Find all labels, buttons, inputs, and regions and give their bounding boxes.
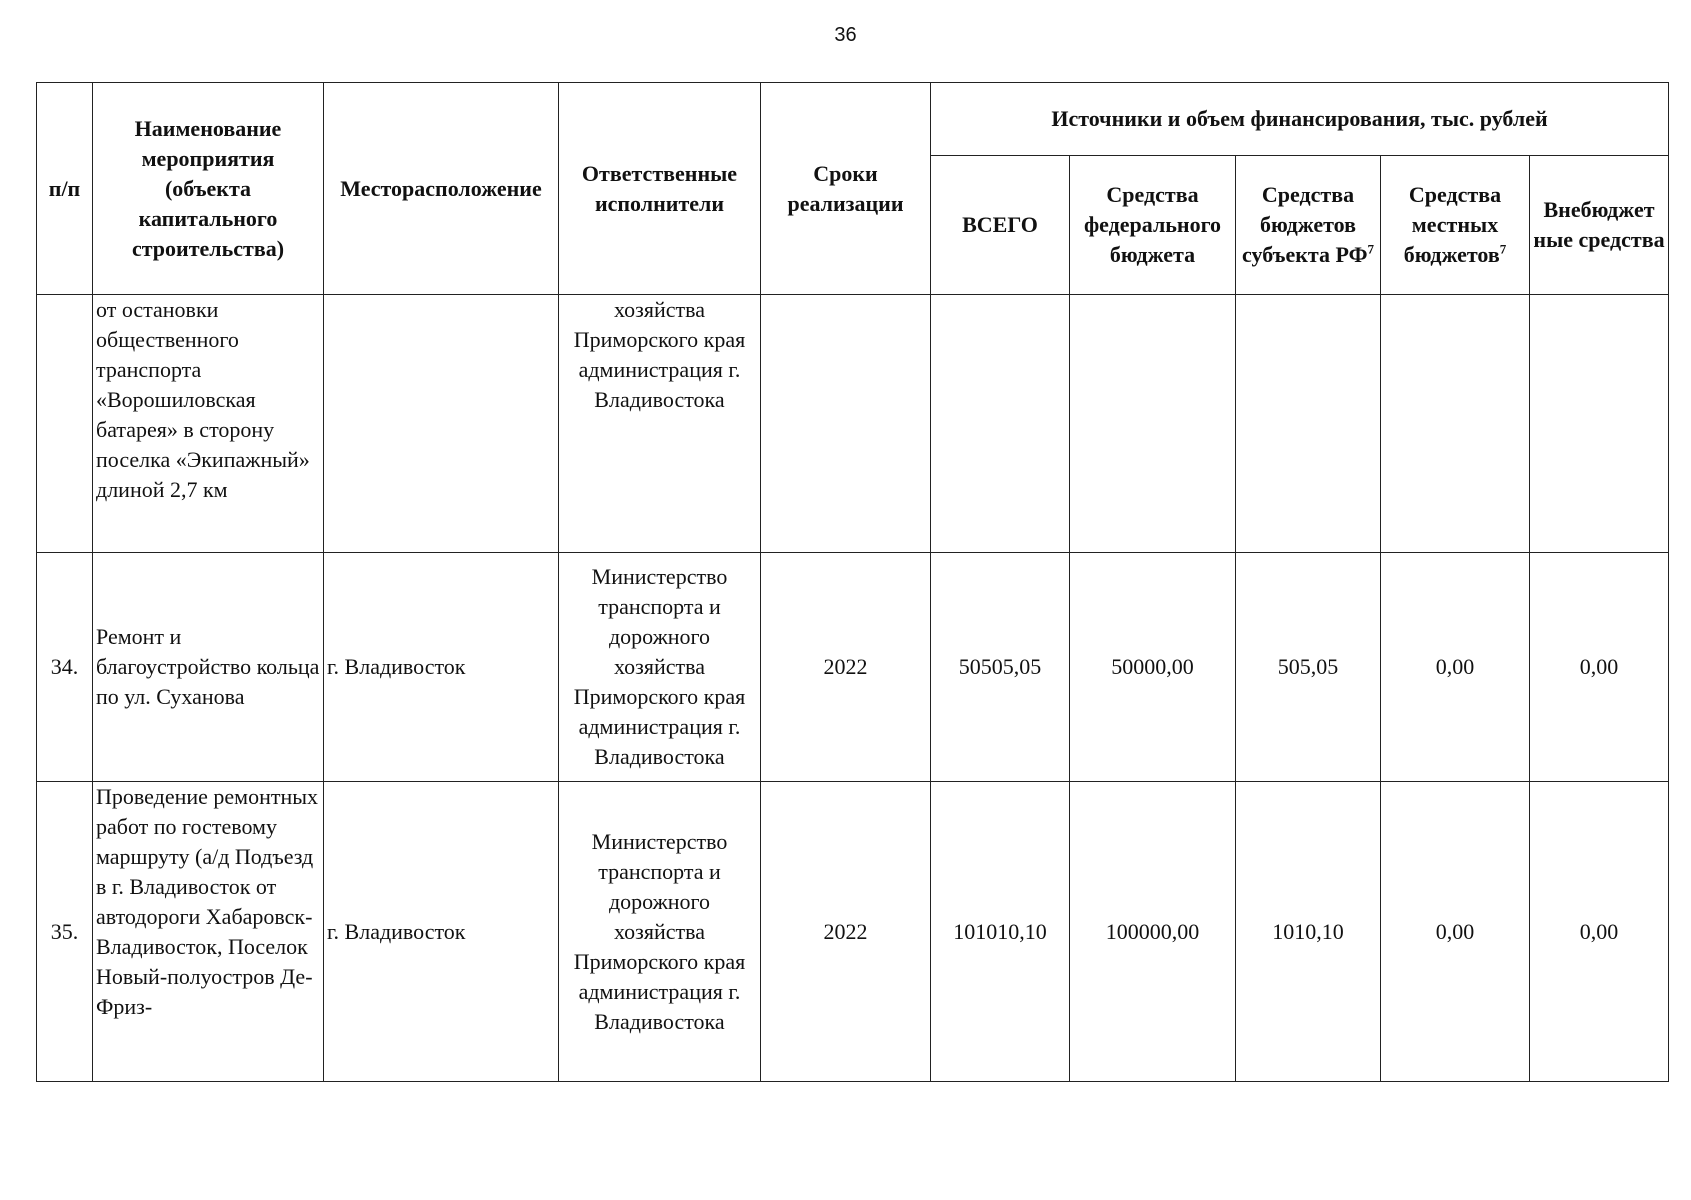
cell-responsible: Министерство транспорта и дорожного хозяйства Приморского края администрация г. Владивостока (559, 553, 761, 782)
header-terms: Сроки реализации (761, 83, 931, 295)
header-federal: Средства федерального бюджета (1070, 156, 1236, 295)
header-subject-label: Средства бюджетов субъекта РФ (1242, 182, 1368, 267)
cell-terms (761, 295, 931, 553)
cell-location: г. Владивосток (324, 782, 559, 1082)
cell-npp (37, 295, 93, 553)
cell-location (324, 295, 559, 553)
cell-responsible: хозяйства Приморского края администрация г. Владивостока (559, 295, 761, 553)
cell-location: г. Владивосток (324, 553, 559, 782)
header-extra: Внебюджет ные средства (1530, 156, 1669, 295)
header-local-footnote: 7 (1499, 241, 1507, 257)
cell-name: Ремонт и благоустройство кольца по ул. Суханова (93, 553, 324, 782)
cell-local: 0,00 (1381, 553, 1530, 782)
cell-extra: 0,00 (1530, 782, 1669, 1082)
header-name: Наименование мероприятия (объекта капитального строительства) (93, 83, 324, 295)
cell-extra (1530, 295, 1669, 553)
header-location: Месторасположение (324, 83, 559, 295)
cell-terms: 2022 (761, 553, 931, 782)
table-row (37, 553, 1669, 782)
cell-federal (1070, 295, 1236, 553)
cell-subject: 1010,10 (1236, 782, 1381, 1082)
header-funding-group: Источники и объем финансирования, тыс. рублей (931, 83, 1669, 156)
table-row (37, 782, 1669, 1082)
cell-npp: 34. (37, 553, 93, 782)
cell-local: 0,00 (1381, 782, 1530, 1082)
header-npp: п/п (37, 83, 93, 295)
header-responsible: Ответственные исполнители (559, 83, 761, 295)
header-row-top (37, 83, 1669, 156)
cell-subject: 505,05 (1236, 553, 1381, 782)
program-table (36, 82, 1669, 1082)
page-number: 36 (834, 24, 857, 46)
cell-subject (1236, 295, 1381, 553)
header-local-label: Средства местных бюджетов (1403, 182, 1502, 267)
cell-terms: 2022 (761, 782, 931, 1082)
cell-total (931, 295, 1070, 553)
cell-total: 101010,10 (931, 782, 1070, 1082)
cell-npp: 35. (37, 782, 93, 1082)
header-local (1381, 156, 1530, 295)
header-subject-footnote: 7 (1367, 241, 1374, 257)
cell-responsible: Министерство транспорта и дорожного хозяйства Приморского края администрация г. Владивостока (559, 782, 761, 1082)
cell-extra: 0,00 (1530, 553, 1669, 782)
header-subject (1236, 156, 1381, 295)
cell-name: Проведение ремонтных работ по гостевому маршруту (а/д Подъезд в г. Владивосток от автодороги Хабаровск-Владивосток, Поселок Новый-полуостров Де-Фриз- (93, 782, 324, 1082)
cell-total: 50505,05 (931, 553, 1070, 782)
cell-federal: 100000,00 (1070, 782, 1236, 1082)
cell-name: от остановки общественного транспорта «Ворошиловская батарея» в сторону поселка «Экипажный» длиной 2,7 км (93, 295, 324, 553)
cell-local (1381, 295, 1530, 553)
header-total: ВСЕГО (931, 156, 1070, 295)
table-row (37, 295, 1669, 553)
cell-federal: 50000,00 (1070, 553, 1236, 782)
